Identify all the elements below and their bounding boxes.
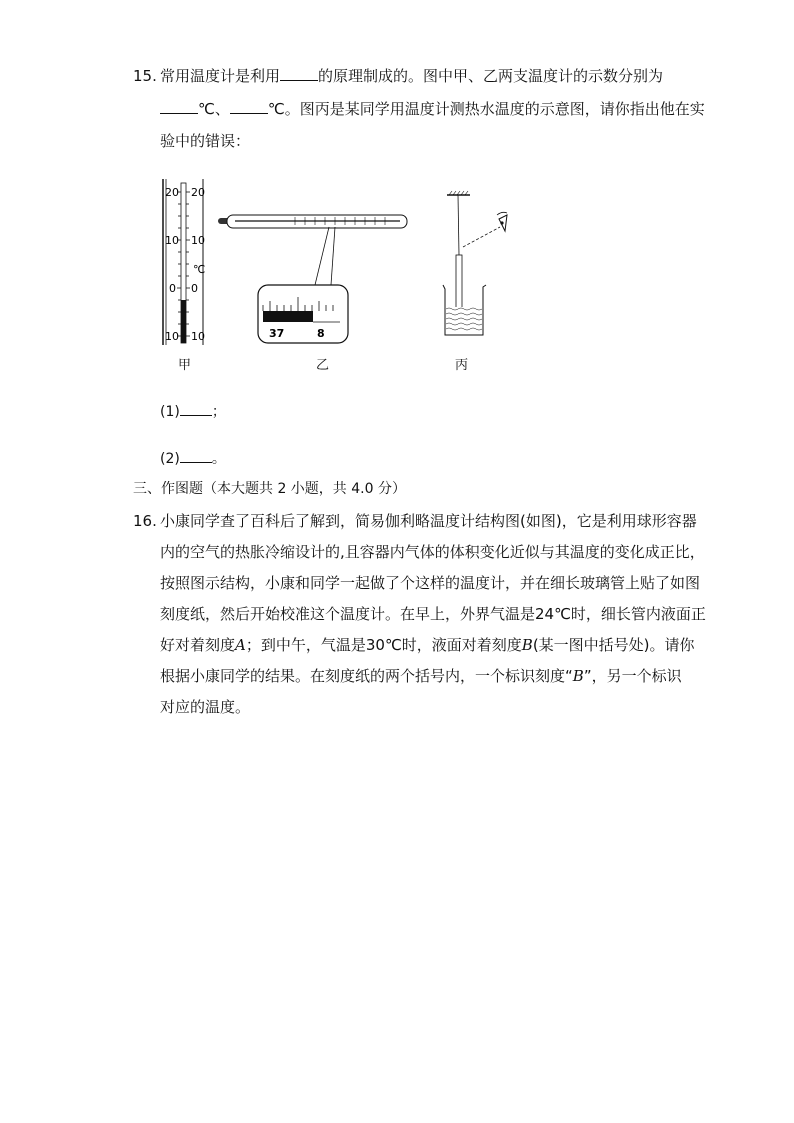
- q15-answer-1-suffix: ；: [211, 404, 226, 420]
- q16-line-6c: ”，另一个标识: [583, 667, 682, 685]
- thermometer-jia: [163, 179, 205, 345]
- q15-figure: [155, 175, 515, 375]
- q15-text-1b: 的原理制成的。图中甲、乙两支温度计的示数分别为: [318, 67, 664, 85]
- q15-answer-1-blank[interactable]: [180, 401, 212, 416]
- jia-tick-right-0: 0: [191, 282, 198, 295]
- jia-tick-left-0: 0: [169, 282, 176, 295]
- q16-var-b-2: B: [572, 667, 584, 685]
- q16-line-7: 对应的温度。: [160, 698, 251, 716]
- figure-label-jia: 甲: [178, 358, 192, 373]
- figure-label-yi: 乙: [316, 358, 330, 373]
- jia-unit: ℃: [193, 263, 206, 276]
- q16-var-a: A: [235, 636, 246, 654]
- q16-line-5a: 好对着刻度: [160, 636, 236, 654]
- q15-blank-jia-reading[interactable]: [160, 99, 198, 114]
- question-15-line-2: [160, 99, 705, 119]
- beaker-bing: [443, 191, 507, 335]
- q15-answer-2-prefix: (2): [160, 451, 180, 467]
- thermometer-yi: [218, 215, 407, 343]
- q15-text-2b: ℃。图丙是某同学用温度计测热水温度的示意图，请你指出他在实: [267, 100, 705, 118]
- q15-text-1a: 常用温度计是利用: [160, 67, 281, 85]
- section-3-title: 三、作图题（本大题共 2 小题，共 4.0 分）: [133, 481, 406, 497]
- q16-line-5b: ；到中午，气温是30℃时，液面对着刻度: [245, 636, 522, 654]
- jia-tick-right-10: 10: [191, 234, 205, 247]
- question-15-number: 15.: [133, 67, 157, 85]
- jia-tick-right-20: 20: [191, 186, 205, 199]
- question-15-line-3: 验中的错误：: [160, 132, 251, 150]
- q16-line-6: [160, 666, 682, 686]
- q16-line-3: 按照图示结构，小康和同学一起做了个这样的温度计，并在细长玻璃管上贴了如图: [160, 574, 701, 592]
- q15-answer-2-blank[interactable]: [180, 448, 212, 463]
- q16-line-2: 内的空气的热胀冷缩设计的,且容器内气体的体积变化近似与其温度的变化成正比，: [160, 543, 705, 561]
- q16-line-5: [160, 635, 695, 655]
- q15-blank-principle[interactable]: [280, 66, 318, 81]
- q16-line-4: 刻度纸，然后开始校准这个温度计。在早上，外界气温是24℃时，细长管内液面正: [160, 605, 706, 623]
- q15-blank-yi-reading[interactable]: [230, 99, 268, 114]
- figure-label-bing: 丙: [455, 358, 469, 373]
- q15-answer-2: [160, 448, 226, 469]
- yi-zoom-label-right: 8: [317, 327, 325, 340]
- question-15-line-1: [160, 66, 663, 86]
- jia-tick-right-neg10: 10: [191, 330, 205, 343]
- question-16-number: 16.: [133, 512, 157, 530]
- q15-answer-1: [160, 401, 226, 422]
- yi-zoom-label-left: 37: [269, 327, 285, 340]
- jia-tick-left-20: 20: [165, 186, 179, 199]
- q16-line-1: 小康同学查了百科后了解到，简易伽利略温度计结构图(如图)，它是利用球形容器: [160, 512, 697, 530]
- q16-var-b: B: [521, 636, 533, 654]
- q15-text-2a: ℃、: [198, 100, 230, 118]
- jia-tick-left-10: 10: [165, 234, 179, 247]
- q15-answer-1-prefix: (1): [160, 404, 180, 420]
- q16-line-6a: 根据小康同学的结果。在刻度纸的两个括号内，一个标识刻度“: [160, 667, 573, 685]
- q16-line-5c: (某一图中括号处)。请你: [532, 636, 695, 654]
- jia-tick-left-neg10: 10: [165, 330, 179, 343]
- q15-answer-2-suffix: 。: [211, 451, 226, 467]
